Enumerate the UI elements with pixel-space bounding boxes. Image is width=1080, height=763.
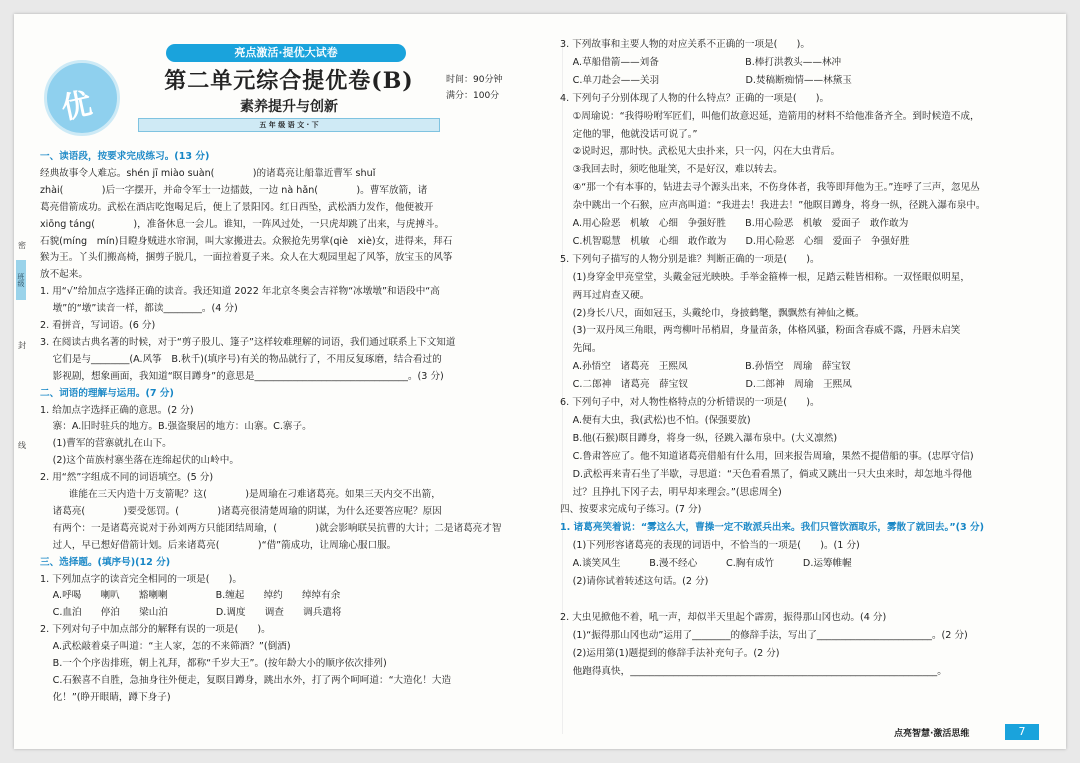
- left-line-22: 有两个：一是诸葛亮说对于孙刘两方只能团结周瑜，( )就会影响联吴抗曹的大计；二是诸葛亮才智: [40, 522, 502, 534]
- right-line-19: C.二郎神 诸葛亮 薛宝钗 D.二郎神 周瑜 王熙凤: [560, 379, 852, 391]
- right-line-32: 2. 大虫见掀他不着，吼一声，却似半天里起个霹雳，振得那山冈也动。(4 分): [560, 611, 887, 623]
- left-line-12: 它们是与________(A.风筝 B.秋千)(填序号)有关的物品就行了，不用反复琢磨，结合看过的: [40, 353, 442, 365]
- right-line-18: A.孙悟空 诸葛亮 王熙凤 B.孙悟空 周瑜 薛宝钗: [560, 361, 851, 373]
- right-line-10: A.用心险恶 机敏 心细 争强好胜 B.用心险恶 机敏 爱面子 敢作敢为: [560, 218, 909, 229]
- excellent-badge: [44, 60, 120, 136]
- page-number: 7: [1005, 724, 1039, 740]
- left-line-17: (1)曹军的营寨就扎在山下。: [40, 438, 172, 450]
- binding-feng: 封: [18, 341, 26, 350]
- right-line-6: ②说时迟，那时快。武松见大虫扑来，只一闪，闪在大虫背后。: [560, 146, 841, 158]
- right-line-2: C.单刀赴会——关羽 D.焚稿断痴情——林黛玉: [560, 74, 852, 86]
- right-line-20: 6. 下列句子中，对人物性格特点的分析错误的一项是( )。: [560, 397, 820, 408]
- right-line-1: A.草船借箭——刘备 B.棒打洪教头——林冲: [560, 56, 842, 68]
- left-line-14: 二、词语的理解与运用。(7 分): [40, 387, 174, 399]
- left-line-32: 化！”(睁开眼睛，蹲下身子): [40, 691, 171, 703]
- right-line-7: ③我回去时，须吃他耻笑，不是好汉，难以转去。: [560, 164, 783, 176]
- right-line-25: 过？且挣扎下冈子去，明早却来理会。”(思虑周全): [560, 486, 782, 498]
- footer-slogan: 点亮智慧·激活思维: [894, 729, 970, 739]
- right-line-26: 四、按要求完成句子练习。(7 分): [560, 504, 702, 516]
- right-line-15: (2)身长八尺，面如冠玉，头戴纶巾，身披鹤氅，飘飘然有神仙之概。: [560, 307, 865, 319]
- right-line-28: (1)下列形容诸葛亮的表现的词语中，不恰当的一项是( )。(1 分): [560, 540, 860, 552]
- right-line-35: 他跑得真快，________________________________________________________________。: [560, 665, 947, 677]
- series-banner: 亮点激活·提优大试卷: [166, 44, 406, 62]
- left-line-13: 影视剧，想象画面，我知道“瞑目蹲身”的意思是________________________________。(3 分): [40, 370, 444, 382]
- right-line-8: ④“那一个有本事的，钻进去寻个源头出来，不伤身体者，我等即拜他为王。”连呼了三声，忽见丛: [560, 182, 980, 194]
- right-line-13: (1)身穿金甲亮堂堂，头戴金冠光映映。手举金箍棒一根，足踏云鞋皆相称。一双怪眼似明星，: [560, 271, 970, 283]
- right-line-4: ①周瑜说：“我得吩咐军匠们，叫他们故意迟延，造箭用的材料不给他准备齐全。到时候造不成，: [560, 110, 980, 122]
- left-line-7: 放不起来。: [40, 269, 88, 281]
- binding-xian: 线: [18, 441, 26, 450]
- left-line-19: 2. 用“然”字组成不同的词语填空。(5 分): [40, 472, 214, 484]
- right-line-23: C.鲁肃答应了。他不知道诸葛亮借船有什么用，回来报告周瑜，果然不提借船的事。(忠厚守信): [560, 450, 974, 462]
- right-line-0: 3. 下列故事和主要人物的对应关系不正确的一项是( )。: [560, 39, 810, 50]
- left-line-18: (2)这个苗族村寨坐落在连绵起伏的山岭中。: [40, 455, 239, 467]
- right-line-16: (3)一双丹凤三角眼，两弯柳叶吊梢眉，身量苗条，体格风骚，粉面含春威不露，丹唇未启笑: [560, 325, 961, 337]
- left-line-24: 三、选择题。(填序号)(12 分): [40, 556, 171, 568]
- left-line-30: B.一个个序齿排班，朝上礼拜，都称“千岁大王”。(按年龄大小的顺序依次排列): [40, 658, 387, 669]
- right-line-14: 两耳过肩查又硬。: [560, 289, 650, 301]
- left-line-31: C.石猴喜不自胜，急抽身往外便走，复瞑目蹲身，跳出水外，打了两个呵呵道：“大造化！大造: [40, 674, 452, 686]
- right-line-22: B.他(石猴)瞑目蹲身，将身一纵，径跳入瀑布泉中。(大义凛然): [560, 432, 838, 444]
- left-line-28: 2. 下列对句子中加点部分的解释有误的一项是( )。: [40, 624, 271, 636]
- page-title: 第二单元综合提优卷(B): [164, 68, 414, 94]
- left-line-11: 3. 在阅读古典名著的时候，对于“剪子股儿、篷子”这样较难理解的词语，我们通过联系上下文知道: [40, 336, 456, 348]
- right-line-12: 5. 下列句子描写的人物分别是谁？判断正确的一项是( )。: [560, 253, 820, 265]
- left-line-3: 葛亮借箭成功。武松在酒店吃饱喝足后，便上了景阳冈。红日西坠，武松酒力发作，他便被开: [40, 201, 434, 213]
- left-line-10: 2. 看拼音，写词语。(6 分): [40, 320, 156, 331]
- right-line-3: 4. 下列句子分别体现了人物的什么特点？正确的一项是( )。: [560, 92, 830, 104]
- left-line-23: 过人，早已想好借箭计划。后来诸葛亮( )“借”箭成功，让周瑜心服口服。: [40, 539, 397, 551]
- exam-time: 时间：90分钟: [446, 75, 503, 85]
- right-line-27: 1. 诸葛亮笑着说：“雾这么大，曹操一定不敢派兵出来。我们只管饮酒取乐，雾散了就回去。”(3 分): [560, 522, 985, 534]
- right-line-9: 杂中跳出一个石猴，应声高叫道：“我进去！我进去！”他瞑目蹲身，将身一纵，径跳入瀑布泉中。: [560, 200, 986, 212]
- right-line-24: D.武松再来青石坐了半歇，寻思道：“天色看看黑了，倘或又跳出一只大虫来时，却怎地斗得他: [560, 468, 972, 480]
- right-line-34: (2)运用第(1)题提到的修辞手法补充句子。(2 分): [560, 647, 780, 659]
- right-line-29: A.谈笑风生 B.漫不经心 C.胸有成竹 D.运筹帷幄: [560, 558, 852, 570]
- left-line-9: 墩”的“墩”读音一样，都读________。(4 分): [40, 303, 238, 315]
- right-line-30: (2)请你试着转述这句话。(2 分): [560, 576, 709, 587]
- right-line-11: C.机智聪慧 机敏 心细 敢作敢为 D.用心险恶 心细 爱面子 争强好胜: [560, 235, 910, 247]
- badge-text: 优: [58, 86, 96, 127]
- left-line-27: C.血泊 停泊 梁山泊 D.调度 调查 调兵遣将: [40, 607, 342, 619]
- exam-header: [44, 44, 514, 136]
- binding-class-tab: 班级: [16, 260, 26, 300]
- right-line-21: A.便有大虫，我(武松)也不怕。(保强要放): [560, 414, 751, 426]
- left-line-2: zhài( )后一字摆开，并命令军士一边擂鼓，一边 nà hǎn( )。曹军放箭，诸: [40, 184, 428, 196]
- left-line-5: 石貌(míng mín)目瞪身贼进水帘洞，叫大家搬进去。众猴抢先男掌(qiè xiè)女，进得来，拜石: [40, 235, 453, 247]
- binding-margin: [14, 230, 34, 490]
- left-line-8: 1. 用“√”给加点字选择正确的读音。我还知道 2022 年北京冬奥会吉祥物“冰墩墩”和语段中“高: [40, 286, 440, 298]
- exam-meta: [446, 72, 502, 104]
- left-line-16: 寨：A.旧时驻兵的地方。B.强盗聚居的地方：山寨。C.寨子。: [40, 421, 312, 433]
- right-line-33: (1)“振得那山冈也动”运用了________的修辞手法，写出了________________________。(2 分): [560, 629, 968, 641]
- binding-mi: 密: [18, 241, 26, 250]
- left-line-26: A.呼喝 喇叭 豁喇喇 B.缠起 绰约 绰绰有余: [40, 590, 341, 602]
- left-line-0: 一、读语段，按要求完成练习。(13 分): [40, 151, 210, 162]
- left-line-21: 诸葛亮( )要受惩罚。( )诸葛亮很清楚周瑜的阴谋，为什么还要答应呢？原因: [40, 505, 442, 517]
- left-line-15: 1. 给加点字选择正确的意思。(2 分): [40, 404, 194, 416]
- right-line-5: 定他的罪，他就没话可说了。”: [560, 128, 698, 140]
- left-line-25: 1. 下列加点字的读音完全相同的一项是( )。: [40, 573, 242, 585]
- page-subtitle: 素养提升与创新: [240, 99, 338, 115]
- left-line-29: A.武松敲着桌子叫道：“主人家，怎的不来筛酒？”(倒酒): [40, 641, 291, 653]
- left-line-4: xiōng táng( )，准备休息一会儿。谁知，一阵风过处，一只虎却跳了出来，与虎搏斗。: [40, 218, 445, 230]
- grade-bar: 五 年 级 语 文 · 下: [138, 118, 440, 132]
- left-line-1: 经典故事令人难忘。shén jī miào suàn( )的诸葛亮让船靠近曹军 shuǐ: [40, 167, 376, 179]
- right-line-17: 先闻。: [560, 343, 602, 355]
- left-line-6: 猴为王。丫头们搬高椅，捆剪子脱几，一面拉着夏子来。众人在大观园里起了风筝，放宝玉的风筝: [40, 252, 453, 264]
- left-line-20: 谁能在三天内造十万支箭呢？这( )是周瑜在刁难诸葛亮。如果三天内交不出箭，: [40, 489, 441, 500]
- exam-score: 满分：100分: [446, 91, 500, 101]
